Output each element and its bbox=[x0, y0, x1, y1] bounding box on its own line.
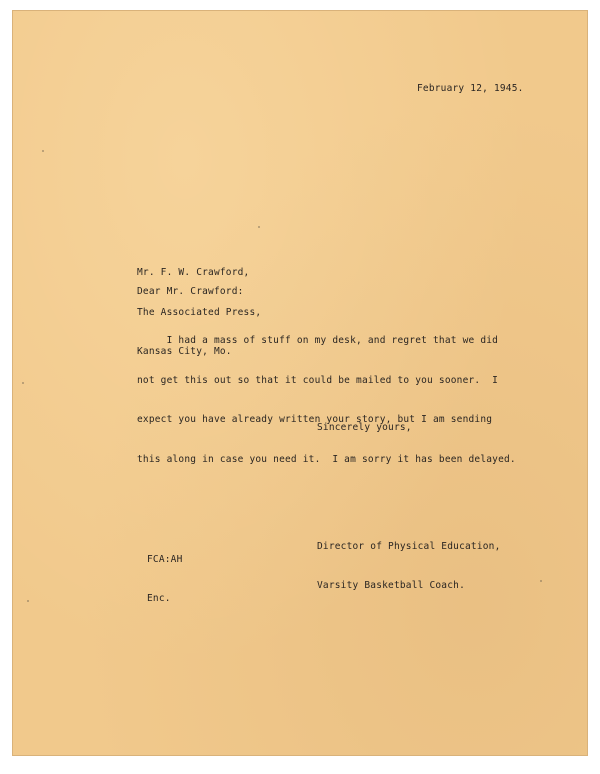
paper-speck bbox=[27, 600, 29, 602]
body-line: not get this out so that it could be mailed to you sooner. I bbox=[137, 374, 499, 386]
reference-initials: FCA:AH bbox=[147, 554, 183, 565]
body-line: this along in case you need it. I am sorry it has been delayed. bbox=[137, 453, 516, 465]
letter-page bbox=[12, 10, 588, 756]
complimentary-closing: Sincerely yours, bbox=[317, 422, 412, 433]
signature-title-line2: Varsity Basketball Coach. bbox=[317, 580, 465, 591]
signature-title bbox=[317, 514, 501, 618]
reference-block bbox=[147, 527, 183, 630]
recipient-city: Kansas City, Mo. bbox=[137, 346, 232, 357]
signature-title-line1: Director of Physical Education, bbox=[317, 541, 501, 552]
paper-speck bbox=[22, 382, 24, 384]
recipient-organization: The Associated Press, bbox=[137, 306, 262, 318]
recipient-name: Mr. F. W. Crawford, bbox=[137, 267, 250, 278]
paper-speck bbox=[258, 226, 260, 228]
letter-date: February 12, 1945. bbox=[417, 83, 524, 94]
paper-speck bbox=[42, 150, 44, 152]
body-line: I had a mass of stuff on my desk, and regret that we did bbox=[137, 335, 499, 346]
enclosure-notation: Enc. bbox=[147, 592, 171, 604]
paper-speck bbox=[540, 580, 542, 582]
letter-body bbox=[137, 308, 516, 492]
body-line: expect you have already written your story, but I am sending bbox=[137, 414, 493, 425]
salutation: Dear Mr. Crawford: bbox=[137, 286, 244, 297]
